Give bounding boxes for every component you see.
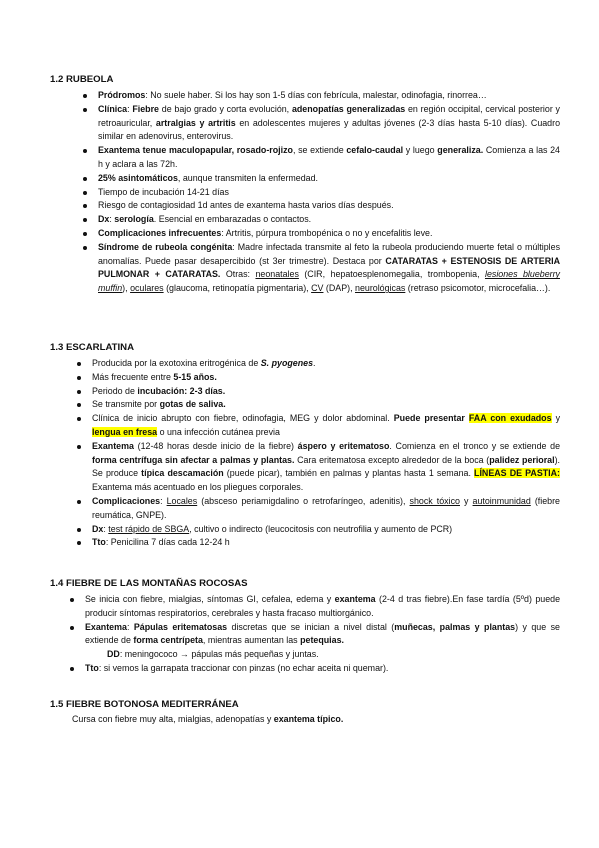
bullet-icon [83,177,87,181]
text-run: Exantema [85,621,127,632]
text-run: (2-4 d tras fiebre).En fase tardía (5ºd) puede producir síntomas respiratorios, cerebrales y hasta fracaso multiorgánico. [85,594,561,618]
list-item [50,495,560,523]
text-run: Riesgo de contagiosidad 1d antes de exantema hasta varios días después. [98,200,394,211]
text-run: CATARATAS + ESTENOSIS DE ARTERIA PULMONAR + CATARATAS. [98,255,560,280]
bullet-icon [83,204,87,208]
text-run: (fiebre reumática, GNPE). [92,495,560,520]
list-item [50,536,560,550]
text-run: (DAP), [323,283,356,294]
bullet-icon [83,246,87,250]
text-run: Pródromos [98,90,146,100]
bullet-icon [83,94,87,98]
text-run: en región occipital, cervical posterior y retroauricular, [98,103,560,128]
section-title: 1.3 ESCARLATINA [50,342,135,353]
list-item [50,241,560,296]
text-run: . Esencial en embarazadas o contactos. [153,214,312,225]
text-run: Clínica de inicio abrupto con fiebre, odinofagia, MEG y dolor abdominal. [92,413,394,424]
text-run: generaliza. [437,145,484,156]
text-run: Dx [98,214,110,225]
section-title: 1.2 RUBEOLA [50,74,114,85]
section-title: 1.5 FIEBRE BOTONOSA MEDITERRÁNEA [50,699,239,710]
text-run: , cultivo o indirecto (leucocitosis con neutrofilia y aumento de PCR) [189,523,453,534]
text-run: Se transmite por [92,399,160,410]
text-run: adenopatías generalizadas [291,103,406,114]
bullet-icon [77,390,81,394]
text-run: Cursa con fiebre muy alta, mialgias, adenopatías y [72,714,274,724]
list-item [50,103,560,144]
text-run: muñecas, palmas y plantas [394,621,516,632]
bullet-icon [83,191,87,195]
text-run: , aunque transmiten la enfermedad. [177,172,319,183]
list-item [50,523,560,537]
text-run: forma centrípeta [133,635,203,646]
list-item [50,398,560,412]
text-run: : [160,495,167,506]
text-run: Exantema [92,440,134,451]
text-run: LÍNEAS DE PASTIA: [474,468,560,479]
text-run: 5-15 años. [173,371,217,382]
text-run: : Artritis, púrpura trombopénica o no y encefalitis leve. [221,227,433,238]
list-item [50,621,560,649]
bullet-icon [77,500,81,504]
bullet-icon [83,218,87,222]
list-item [50,172,560,186]
text-run: Periodo de [92,385,138,396]
text-run: áspero y eritematoso [297,440,390,451]
list-item [50,186,560,200]
text-run: gotas de saliva. [159,399,226,410]
text-run: CV [311,283,324,294]
text-run: : Madre infectada transmite al feto la rubeola produciendo muerte fetal o múltiples anomalías. Puede pasar desapercibido (st 3er trimestre). Destaca por [98,241,561,266]
text-run: 25% asintomáticos [98,172,178,183]
text-run: Más frecuente entre [92,371,174,382]
text-run: Síndrome de rubeola congénita [98,241,233,252]
bullet-list [50,89,560,296]
bullet-icon [77,403,81,407]
text-run: (CIR, hepatoesplenomegalia, trombopenia, [298,269,485,280]
bullet-icon [70,598,74,602]
text-run: en adolescentes mujeres y adultas jóvenes (2-3 días hasta 5-10 días). Cuadro similar en adenovirus, enterovirus. [98,117,561,142]
text-run: y luego [403,145,438,156]
text-run: Pápulas eritematosas [133,621,228,632]
list-item [50,89,560,103]
text-run: ) y que se extiende de [85,621,560,646]
text-run: : [103,523,109,534]
text-run: (puede picar), también en palmas y plantas hasta 1 semana. [223,468,475,479]
text-run: Exantema tenue maculopapular, rosado-rojizo [98,145,293,156]
paragraph [50,713,560,727]
section-rubeola [50,74,560,296]
text-run: , mientras aumentan las [202,635,301,646]
text-run: ), [122,283,131,294]
text-run: incubación: 2-3 días. [137,385,226,396]
section-fiebre-montanas-rocosas [50,578,560,676]
text-run: Complicaciones [92,495,161,506]
list-item [50,662,560,676]
text-run: FAA con exudados [468,413,552,424]
text-run: Dx [92,523,104,534]
bullet-icon [77,541,81,545]
text-run: Puede presentar [393,413,469,424]
text-run: Exantema más acentuado en los pliegues corporales. [92,482,304,493]
text-run: DD [107,649,120,660]
text-run: , se extiende [292,145,347,156]
text-run: : No suele haber. Si los hay son 1-5 días con febrícula, malestar, odinofagia, rinorrea… [145,90,487,100]
text-run: discretas que se inician a nivel distal ( [227,621,395,632]
list-item [50,213,560,227]
text-run: (glaucoma, retinopatía pigmentaria), [163,283,312,294]
list-item [50,199,560,213]
bullet-icon [77,362,81,366]
bullet-icon [70,667,74,671]
bullet-icon [70,626,74,630]
text-run: lesiones blueberry muffin [98,269,560,294]
text-run: Locales [166,495,198,506]
text-run: : [127,103,133,114]
bullet-list [50,357,560,550]
text-run: Producida por la exotoxina eritrogénica de [92,358,261,368]
differential-diagnosis-line [50,648,560,662]
text-run: Tiempo de incubación 14-21 días [98,186,229,197]
bullet-icon [77,528,81,532]
text-run: S. pyogenes [260,358,314,368]
list-item [50,385,560,399]
text-run: típica descamación [141,468,224,479]
list-item [50,227,560,241]
section-title: 1.4 FIEBRE DE LAS MONTAÑAS ROCOSAS [50,578,248,589]
text-run: : meningococo → pápulas más pequeñas y juntas. [119,649,319,660]
text-run: forma centrífuga sin afectar a palmas y plantas. [92,454,295,465]
text-run: shock tóxico [409,495,460,506]
text-run: test rápido de SBGA [108,523,190,534]
section-fiebre-botonosa [50,699,560,727]
list-item [50,412,560,440]
bullet-icon [77,376,81,380]
text-run: lengua en fresa [92,426,158,437]
bullet-list [50,593,560,676]
text-run: (12-48 horas desde inicio de la fiebre) [133,440,298,451]
text-run: Complicaciones infrecuentes [98,227,222,238]
text-run: : si vemos la garrapata traccionar con pinzas (no echar aceita ni quemar). [98,662,389,673]
bullet-icon [83,232,87,236]
text-run: . [313,358,316,368]
text-run: neurológicas [355,283,406,294]
list-item [50,144,560,172]
text-run: petequias. [300,635,344,646]
text-run: ). Se produce [92,454,560,479]
list-item [50,440,560,495]
text-run: exantema típico. [273,714,344,724]
text-run: Tto [85,662,99,673]
list-item [50,371,560,385]
text-run: artralgias y artritis [155,117,236,128]
text-run: Comienza a las 24 h y aclara a las 72h. [98,145,560,169]
text-run: . Comienza en el tronco y se extiende de [389,440,561,451]
text-run: exantema [334,594,376,604]
text-run: Cara eritematosa excepto alrededor de la boca ( [294,454,490,465]
bullet-icon [83,149,87,153]
bullet-icon [83,108,87,112]
text-run: Fiebre [132,103,159,114]
text-run: o una infección cutánea previa [157,426,280,437]
text-run: (absceso periamigdalino o retrofaríngeo, adenitis), [197,495,410,506]
bullet-icon [77,445,81,449]
text-run: Se inicia con fiebre, mialgias, síntomas GI, cefalea, edema y [85,594,335,604]
text-run: de bajo grado y corta evolución, [159,103,292,114]
text-run: : Penicilina 7 días cada 12-24 h [105,537,230,548]
text-run: y [551,413,561,424]
text-run: neonatales [255,269,299,280]
text-run: cefalo-caudal [346,145,404,156]
text-run: : [109,214,115,225]
list-item [50,357,560,371]
text-run: autoinmunidad [472,495,531,506]
text-run: palidez perioral [489,454,555,465]
section-escarlatina [50,342,560,550]
text-run: Clínica [98,103,128,114]
text-run: oculares [130,283,164,294]
text-run: Tto [92,537,106,548]
list-item [50,593,560,621]
text-run: : [126,621,134,632]
text-run: y [459,495,473,506]
text-run: (retraso psicomotor, microcefalia…). [405,283,551,294]
bullet-icon [77,417,81,421]
text-run: Otras: [220,269,256,280]
text-run: serología [114,214,154,225]
